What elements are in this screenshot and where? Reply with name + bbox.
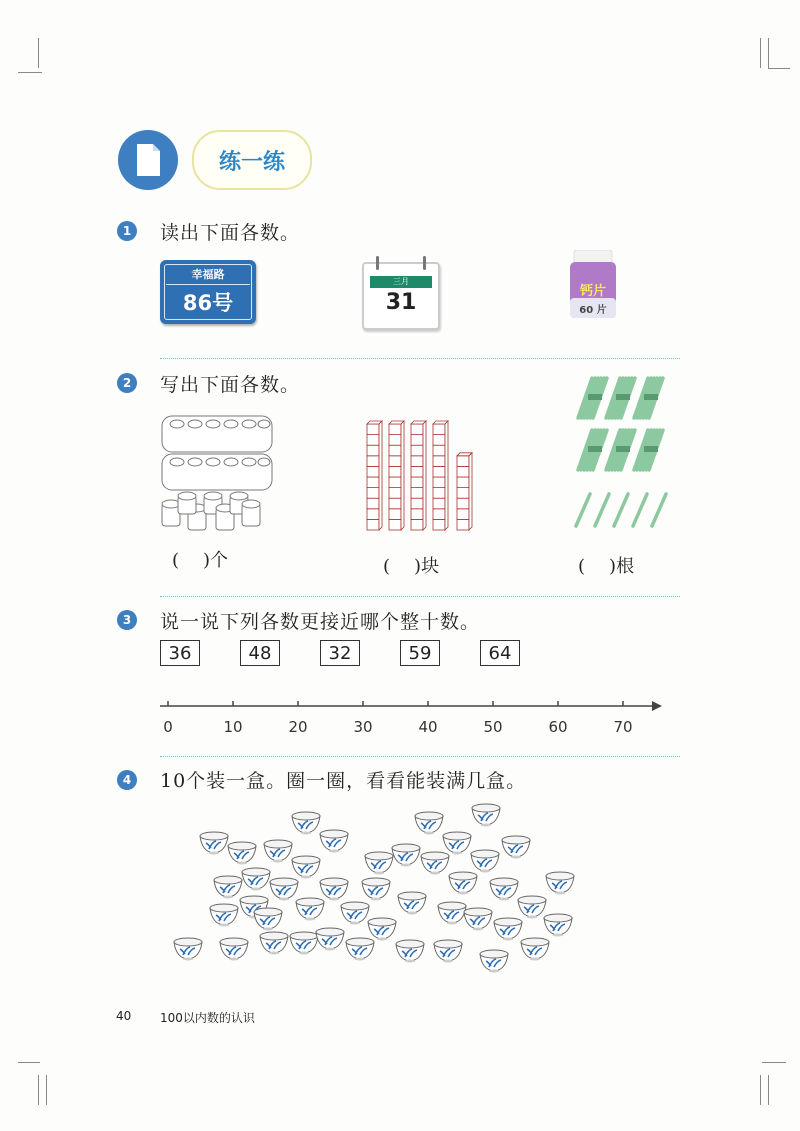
teacup (396, 940, 424, 963)
single-stick (595, 494, 609, 526)
teacup (242, 868, 270, 891)
teacup (346, 938, 374, 961)
teacup (220, 938, 248, 961)
teacup (472, 804, 500, 827)
question-text: 说一说下列各数更接近哪个整十数。 (160, 611, 481, 633)
single-stick (614, 494, 628, 526)
street-name: 幸福路 (191, 268, 225, 281)
teacup (490, 878, 518, 901)
street-sign (160, 260, 256, 324)
answer-blank-1[interactable] (172, 546, 228, 572)
teacup (464, 908, 492, 931)
stick-bundle (634, 430, 663, 470)
toilet-paper-rolls (160, 412, 280, 532)
page-number: 40 (116, 1009, 132, 1023)
question-number: 1 (117, 221, 137, 241)
teacup (254, 908, 282, 931)
teacup (434, 940, 462, 963)
paren-open: ( (383, 556, 391, 577)
teacup (210, 904, 238, 927)
answer-blank-3[interactable] (578, 552, 634, 578)
number-box: 48 (240, 640, 280, 666)
tick-label: 40 (418, 718, 438, 736)
teacup (228, 842, 256, 865)
single-stick (633, 494, 647, 526)
teacup (292, 856, 320, 879)
street-number: 86号 (182, 291, 234, 315)
paren-open: ( (578, 556, 586, 577)
teacup (362, 878, 390, 901)
crop-mark (760, 38, 761, 68)
cube-column (457, 453, 472, 530)
crop-mark (768, 1075, 769, 1105)
teacup (320, 878, 348, 901)
teacup (544, 914, 572, 937)
section-title: 练一练 (192, 130, 312, 190)
stick-bundle (578, 378, 607, 418)
chapter-title: 100以内数的认识 (160, 1011, 255, 1025)
teacup (480, 950, 508, 973)
crop-mark (18, 72, 42, 73)
teacup (292, 812, 320, 835)
number-box: 59 (400, 640, 440, 666)
teacup (449, 872, 477, 895)
bottle-count: 60 片 (579, 305, 607, 316)
crop-mark (38, 38, 39, 68)
teacup (270, 878, 298, 901)
teacups-group (160, 796, 590, 976)
number-box: 36 (160, 640, 200, 666)
calendar (362, 262, 440, 330)
stick-bundle (634, 378, 663, 418)
separator (160, 756, 680, 757)
question-text: 写出下面各数。 (160, 374, 301, 396)
stick-bundle (606, 430, 635, 470)
teacup (518, 896, 546, 919)
crop-mark (768, 38, 769, 68)
tick-label: 60 (548, 718, 568, 736)
teacup (471, 850, 499, 873)
single-stick (576, 494, 590, 526)
answer-unit: 根 (616, 556, 635, 577)
tick-label: 30 (353, 718, 373, 736)
document-icon (118, 130, 178, 190)
teacup (443, 832, 471, 855)
answer-unit: 个 (210, 550, 229, 571)
teacup (214, 876, 242, 899)
paren-close: ) (203, 550, 211, 571)
number-box: 64 (480, 640, 520, 666)
teacup (494, 918, 522, 941)
cube-column (411, 421, 426, 530)
bottle-name: 钙片 (579, 284, 606, 299)
tick-label: 0 (163, 718, 173, 736)
teacup (368, 918, 396, 941)
calcium-bottle (568, 250, 618, 318)
tick-label: 70 (613, 718, 633, 736)
teacup (264, 840, 292, 863)
crop-mark (38, 1075, 39, 1105)
paren-close: ) (414, 556, 422, 577)
teacup (415, 812, 443, 835)
single-stick (652, 494, 666, 526)
teacup (438, 902, 466, 925)
crop-mark (46, 1075, 47, 1105)
cube-column (433, 421, 448, 530)
teacup (341, 902, 369, 925)
number-line (158, 696, 668, 716)
tick-label: 10 (223, 718, 243, 736)
teacup (398, 892, 426, 915)
number-box: 32 (320, 640, 360, 666)
crop-mark (762, 1062, 786, 1063)
question-text: 读出下面各数。 (160, 222, 301, 244)
calendar-day: 31 (385, 290, 417, 315)
teacup (320, 830, 348, 853)
tick-label: 20 (288, 718, 308, 736)
teacup (260, 932, 288, 955)
teacup (290, 932, 318, 955)
teacup (421, 852, 449, 875)
teacup (502, 836, 530, 859)
teacup (546, 872, 574, 895)
cube-columns (365, 420, 475, 532)
teacup (174, 938, 202, 961)
stick-bundle (578, 430, 607, 470)
question-text: 10个装一盒。圈一圈，看看能装满几盒。 (160, 770, 527, 792)
cube-column (389, 421, 404, 530)
question-number: 3 (117, 610, 137, 630)
teacup (392, 844, 420, 867)
stick-bundle (606, 378, 635, 418)
separator (160, 596, 680, 597)
crop-mark (768, 68, 790, 69)
crop-mark (760, 1075, 761, 1105)
teacup (200, 832, 228, 855)
crop-mark (18, 1062, 40, 1063)
paren-open: ( (172, 550, 180, 571)
paren-close: ) (609, 556, 617, 577)
separator (160, 358, 680, 359)
teacup (296, 898, 324, 921)
stick-bundles (572, 376, 672, 532)
teacup (521, 938, 549, 961)
question-number: 4 (117, 770, 137, 790)
cube-column (367, 421, 382, 530)
answer-unit: 块 (421, 556, 440, 577)
teacup (316, 928, 344, 951)
calendar-month: 三月 (370, 276, 432, 288)
tick-label: 50 (483, 718, 503, 736)
question-number: 2 (117, 373, 137, 393)
answer-blank-2[interactable] (383, 552, 439, 578)
teacup (365, 852, 393, 875)
